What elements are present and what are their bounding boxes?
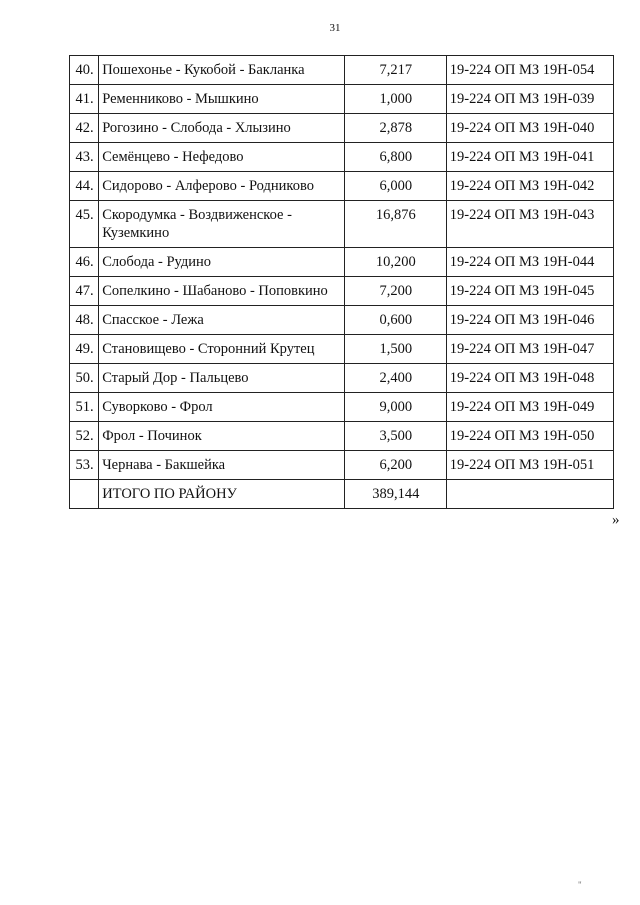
road-length: 0,600 bbox=[345, 306, 447, 335]
road-length: 10,200 bbox=[345, 248, 447, 277]
table-row bbox=[70, 451, 614, 480]
table-row bbox=[70, 364, 614, 393]
row-number: 42. bbox=[70, 114, 99, 143]
row-number: 48. bbox=[70, 306, 99, 335]
total-code-cell bbox=[446, 480, 613, 509]
corner-mark: " bbox=[578, 880, 582, 890]
road-name: Чернава - Бакшейка bbox=[99, 451, 345, 480]
row-number: 44. bbox=[70, 172, 99, 201]
row-number: 45. bbox=[70, 201, 99, 248]
table-row bbox=[70, 85, 614, 114]
total-label: ИТОГО ПО РАЙОНУ bbox=[99, 480, 345, 509]
closing-quote: » bbox=[612, 512, 620, 528]
road-code: 19-224 ОП МЗ 19Н-051 bbox=[446, 451, 613, 480]
table-row bbox=[70, 422, 614, 451]
road-name: Рогозино - Слобода - Хлызино bbox=[99, 114, 345, 143]
page-number: 31 bbox=[329, 22, 341, 34]
table-row bbox=[70, 172, 614, 201]
row-number: 40. bbox=[70, 56, 99, 85]
road-length: 16,876 bbox=[345, 201, 447, 248]
road-name: Становищево - Сторонний Крутец bbox=[99, 335, 345, 364]
total-length: 389,144 bbox=[345, 480, 447, 509]
road-name: Скородумка - Воздвиженское - Куземкино bbox=[99, 201, 345, 248]
road-length: 6,000 bbox=[345, 172, 447, 201]
road-name: Ременниково - Мышкино bbox=[99, 85, 345, 114]
row-number: 50. bbox=[70, 364, 99, 393]
road-length: 2,400 bbox=[345, 364, 447, 393]
road-name: Семёнцево - Нефедово bbox=[99, 143, 345, 172]
table-row bbox=[70, 248, 614, 277]
row-number: 53. bbox=[70, 451, 99, 480]
road-length: 7,200 bbox=[345, 277, 447, 306]
road-name: Сопелкино - Шабаново - Поповкино bbox=[99, 277, 345, 306]
road-code: 19-224 ОП МЗ 19Н-045 bbox=[446, 277, 613, 306]
row-number: 43. bbox=[70, 143, 99, 172]
roads-table bbox=[69, 55, 614, 509]
table-row bbox=[70, 277, 614, 306]
table-row bbox=[70, 335, 614, 364]
roads-table-body bbox=[70, 56, 614, 509]
road-length: 9,000 bbox=[345, 393, 447, 422]
road-name: Спасское - Лежа bbox=[99, 306, 345, 335]
table-row bbox=[70, 201, 614, 248]
road-code: 19-224 ОП МЗ 19Н-054 bbox=[446, 56, 613, 85]
road-name: Слобода - Рудино bbox=[99, 248, 345, 277]
road-name: Пошехонье - Кукобой - Бакланка bbox=[99, 56, 345, 85]
row-number: 49. bbox=[70, 335, 99, 364]
road-code: 19-224 ОП МЗ 19Н-048 bbox=[446, 364, 613, 393]
road-length: 3,500 bbox=[345, 422, 447, 451]
row-number: 41. bbox=[70, 85, 99, 114]
road-code: 19-224 ОП МЗ 19Н-040 bbox=[446, 114, 613, 143]
road-code: 19-224 ОП МЗ 19Н-047 bbox=[446, 335, 613, 364]
row-number: 52. bbox=[70, 422, 99, 451]
total-number-cell bbox=[70, 480, 99, 509]
row-number: 47. bbox=[70, 277, 99, 306]
road-code: 19-224 ОП МЗ 19Н-043 bbox=[446, 201, 613, 248]
road-code: 19-224 ОП МЗ 19Н-046 bbox=[446, 306, 613, 335]
road-length: 6,800 bbox=[345, 143, 447, 172]
road-code: 19-224 ОП МЗ 19Н-042 bbox=[446, 172, 613, 201]
road-length: 1,000 bbox=[345, 85, 447, 114]
road-code: 19-224 ОП МЗ 19Н-050 bbox=[446, 422, 613, 451]
table-row bbox=[70, 114, 614, 143]
road-code: 19-224 ОП МЗ 19Н-044 bbox=[446, 248, 613, 277]
road-code: 19-224 ОП МЗ 19Н-049 bbox=[446, 393, 613, 422]
table-row bbox=[70, 143, 614, 172]
road-name: Старый Дор - Пальцево bbox=[99, 364, 345, 393]
table-row bbox=[70, 56, 614, 85]
road-length: 2,878 bbox=[345, 114, 447, 143]
road-name: Суворково - Фрол bbox=[99, 393, 345, 422]
road-name: Фрол - Починок bbox=[99, 422, 345, 451]
row-number: 46. bbox=[70, 248, 99, 277]
road-length: 1,500 bbox=[345, 335, 447, 364]
road-code: 19-224 ОП МЗ 19Н-041 bbox=[446, 143, 613, 172]
road-name: Сидорово - Алферово - Родниково bbox=[99, 172, 345, 201]
table-row bbox=[70, 306, 614, 335]
total-row bbox=[70, 480, 614, 509]
table-row bbox=[70, 393, 614, 422]
row-number: 51. bbox=[70, 393, 99, 422]
road-code: 19-224 ОП МЗ 19Н-039 bbox=[446, 85, 613, 114]
road-length: 6,200 bbox=[345, 451, 447, 480]
road-length: 7,217 bbox=[345, 56, 447, 85]
